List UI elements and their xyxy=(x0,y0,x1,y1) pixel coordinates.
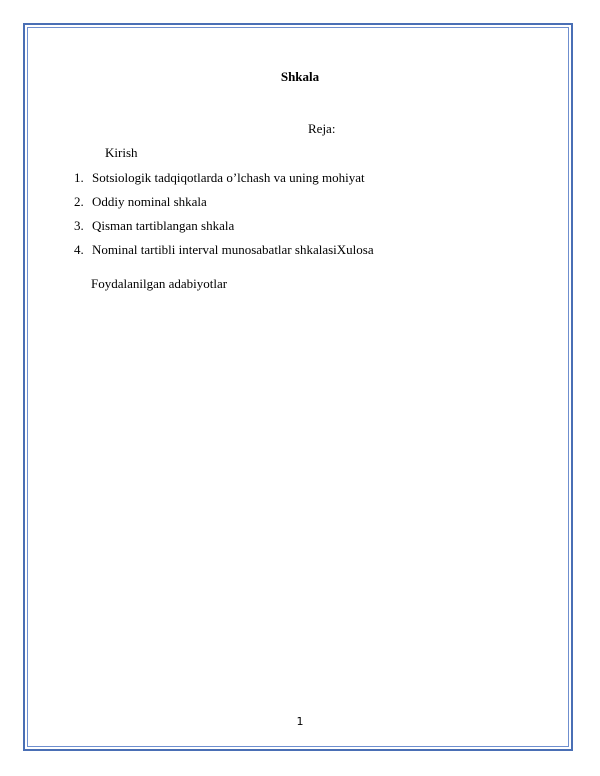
plan-list xyxy=(74,170,374,266)
document-title: Shkala xyxy=(280,69,320,84)
list-item-text: Sotsiologik tadqiqotlarda o’lchash va uning mohiyat xyxy=(92,170,365,185)
list-item-number: 2. xyxy=(74,194,84,209)
list-item-number: 3. xyxy=(74,218,84,233)
list-item xyxy=(74,170,374,194)
list-item xyxy=(74,218,374,242)
list-item-text: Nominal tartibli interval munosabatlar shkalasiXulosa xyxy=(92,242,374,257)
list-item-number: 1. xyxy=(74,170,84,185)
list-item xyxy=(74,194,374,218)
list-item xyxy=(74,242,374,266)
list-item-text: Qisman tartiblangan shkala xyxy=(92,218,235,233)
page-border-inner xyxy=(27,27,569,747)
references-item: Foydalanilgan adabiyotlar xyxy=(91,276,228,291)
page-number: 1 xyxy=(296,715,304,728)
list-item-text: Oddiy nominal shkala xyxy=(92,194,207,209)
list-item-number: 4. xyxy=(74,242,84,257)
plan-heading: Reja: xyxy=(308,121,336,136)
intro-item: Kirish xyxy=(105,145,138,160)
